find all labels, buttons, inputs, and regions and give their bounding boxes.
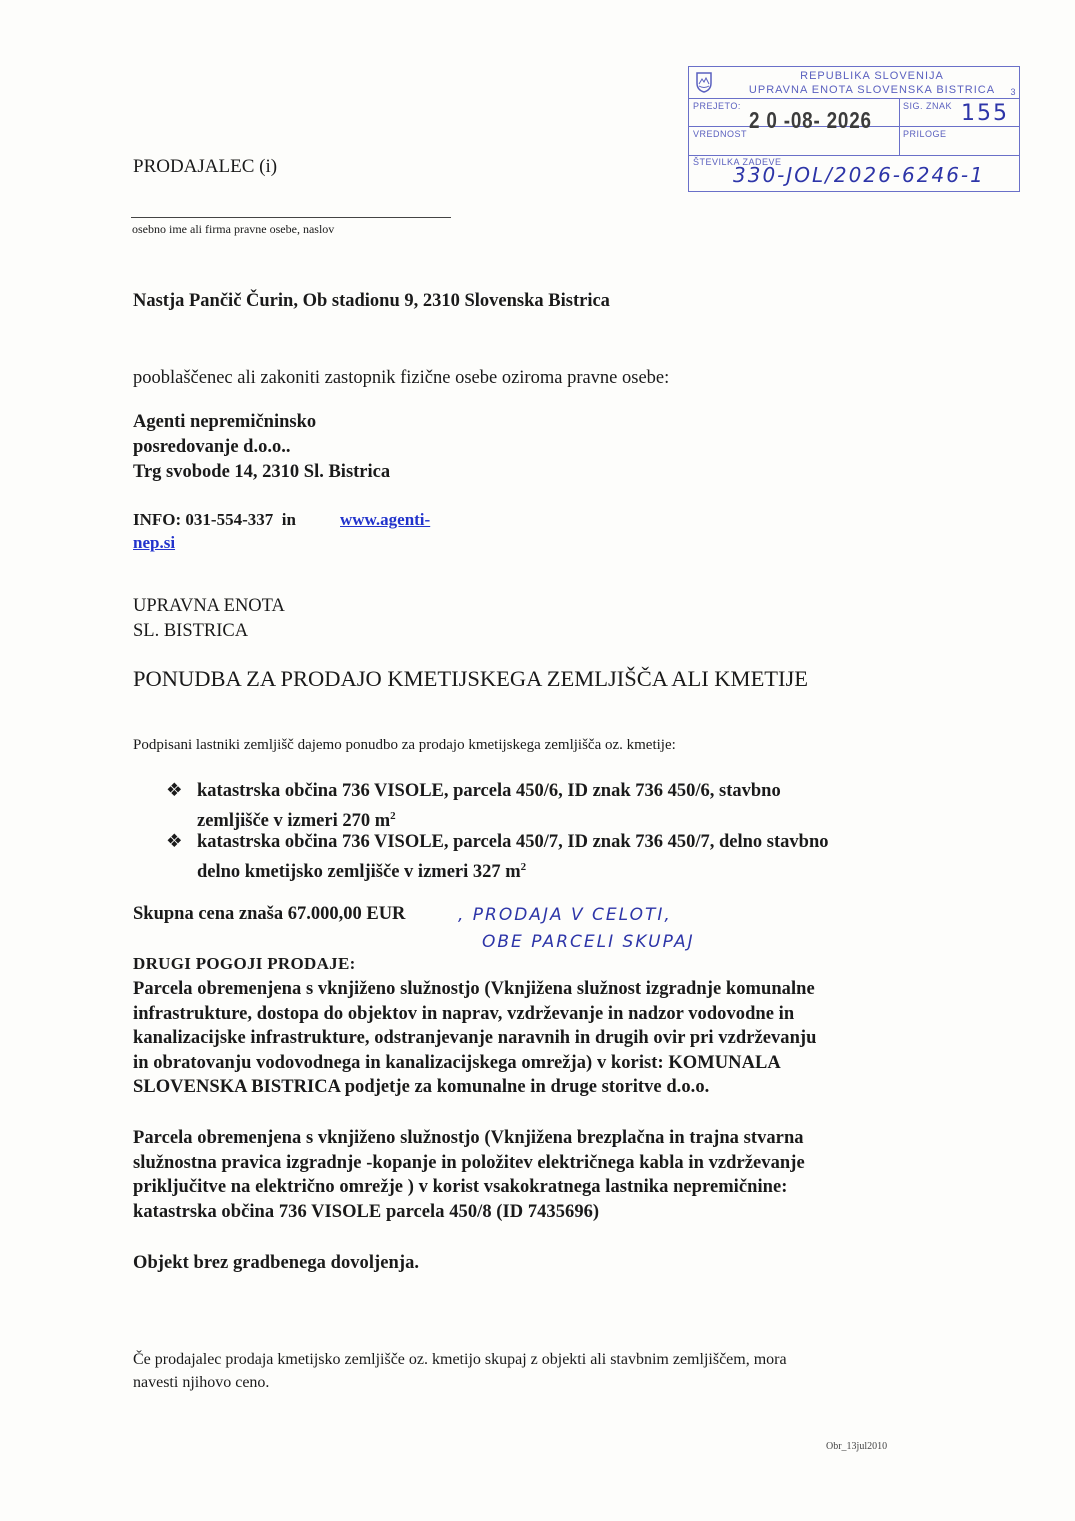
agent-line1: Agenti nepremičninsko [133,412,317,432]
conditions-paragraph-3: Objekt brez gradbenega dovoljenja. [133,1253,420,1273]
parcel-line1: katastrska občina 736 VISOLE, parcela 450/7, ID znak 736 450/7, delno stavbno [197,832,829,852]
handwritten-note-line2: OBE PARCELI SKUPAJ [482,932,695,952]
stamp-label-stevilka: ŠTEVILKA ZADEVE [693,157,782,167]
agent-website-link-part1[interactable]: www.agenti- [340,510,431,529]
superscript: 2 [520,861,527,873]
seller-heading: PRODAJALEC (i) [133,156,278,177]
paragraph-line: priključitve na električno omrežje ) v korist vsakokratnega lastnika nepremičnine: [133,1177,788,1197]
footer-note-line: navesti njihovo ceno. [133,1374,270,1391]
handwritten-note-line1: , PRODAJA V CELOTI, [458,905,672,925]
form-code: Obr_13jul2010 [826,1441,888,1452]
footer-note-line: Če prodajalec prodaja kmetijsko zemljišče oz. kmetijo skupaj z objekti ali stavbnim zemljiščem, mora [133,1351,787,1368]
paragraph-line: služnostna pravica izgradnje -kopanje in položitev električnega kabla in vzdrževanje [133,1152,805,1173]
stamp-header-line2: UPRAVNA ENOTA SLOVENSKA BISTRICA [748,84,996,96]
conditions-paragraph-1 [133,977,963,1100]
parcel-item [166,779,966,831]
stamp-label-priloge: PRILOGE [903,129,947,139]
stamp-sig-value: 155 [961,101,1009,126]
reception-stamp [688,66,1020,192]
paragraph-line: infrastrukture, dostopa do objektov in naprav, vzdrževanje in nadzor vodovodne in [133,1003,795,1024]
bullet-icon: ❖ [166,781,183,801]
superscript: 2 [390,810,396,822]
seller-name-address: Nastja Pančič Čurin, Ob stadionu 9, 2310 Slovenska Bistrica [133,291,610,311]
agent-line3: Trg svobode 14, 2310 Sl. Bistrica [133,462,391,482]
price-text: Skupna cena znaša 67.000,00 EUR [133,904,406,924]
agent-website-link-part2[interactable]: nep.si [133,533,176,552]
paragraph-line: kanalizacijske infrastrukture, odstranjevanje naravnih in drugih ovir pri vzdrževanju [133,1028,817,1048]
stamp-label-sig-znak: SIG. ZNAK [903,101,953,111]
stamp-header-line1: REPUBLIKA SLOVENIJA [800,70,944,82]
footer-note [133,1348,787,1394]
parcel-line1: katastrska občina 736 VISOLE, parcela 450/6, ID znak 736 450/6, stavbno [197,781,781,801]
parcel-line2: zemljišče v izmeri 270 m [197,811,391,832]
conditions-heading: DRUGI POGOJI PRODAJE: [133,954,356,973]
agent-intro: pooblaščenec ali zakoniti zastopnik fizične osebe oziroma pravne osebe: [133,368,670,388]
stamp-header-num: 3 [1010,87,1016,97]
stamp-label-vrednost: VREDNOST [693,129,748,139]
recipient-line2: SL. BISTRICA [133,621,249,641]
stamp-date: 2 0 -08- 2026 [749,107,872,133]
coat-of-arms-icon [695,71,713,93]
intro-sentence: Podpisani lastniki zemljišč dajemo ponudbo za prodajo kmetijskega zemljišča oz. kmetije: [133,737,676,753]
paragraph-line: katastrska občina 736 VISOLE parcela 450/8 (ID 7435696) [133,1201,600,1222]
document-title: PONUDBA ZA PRODAJO KMETIJSKEGA ZEMLJIŠČA ALI KMETIJE [133,666,809,691]
paragraph-line: Parcela obremenjena s vknjiženo služnostjo (Vknjižena brezplačna in trajna stvarna [133,1128,804,1148]
stamp-case-number: 330-JOL/2026-6246-1 [733,163,985,187]
bullet-icon: ❖ [166,832,183,852]
parcel-line2: delno kmetijsko zemljišče v izmeri 327 m [197,862,521,883]
parcel-item [166,830,966,882]
agent-info-phone: INFO: 031-554-337 in [133,510,296,529]
paragraph-line: SLOVENSKA BISTRICA podjetje za komunalne in druge storitve d.o.o. [133,1077,710,1097]
signature-line [131,217,451,218]
paragraph-line: in obratovanju vodovodnega in kanalizacijskega omrežja) v korist: KOMUNALA [133,1052,781,1073]
conditions-paragraph-2 [133,1126,963,1224]
agent-line2: posredovanje d.o.o.. [133,437,291,457]
stamp-label-prejeto: PREJETO: [693,101,741,111]
paragraph-line: Parcela obremenjena s vknjiženo služnostjo (Vknjižena služnost izgradnje komunalne [133,979,815,999]
recipient-line1: UPRAVNA ENOTA [133,596,285,616]
seller-caption: osebno ime ali firma pravne osebe, naslov [132,222,335,236]
